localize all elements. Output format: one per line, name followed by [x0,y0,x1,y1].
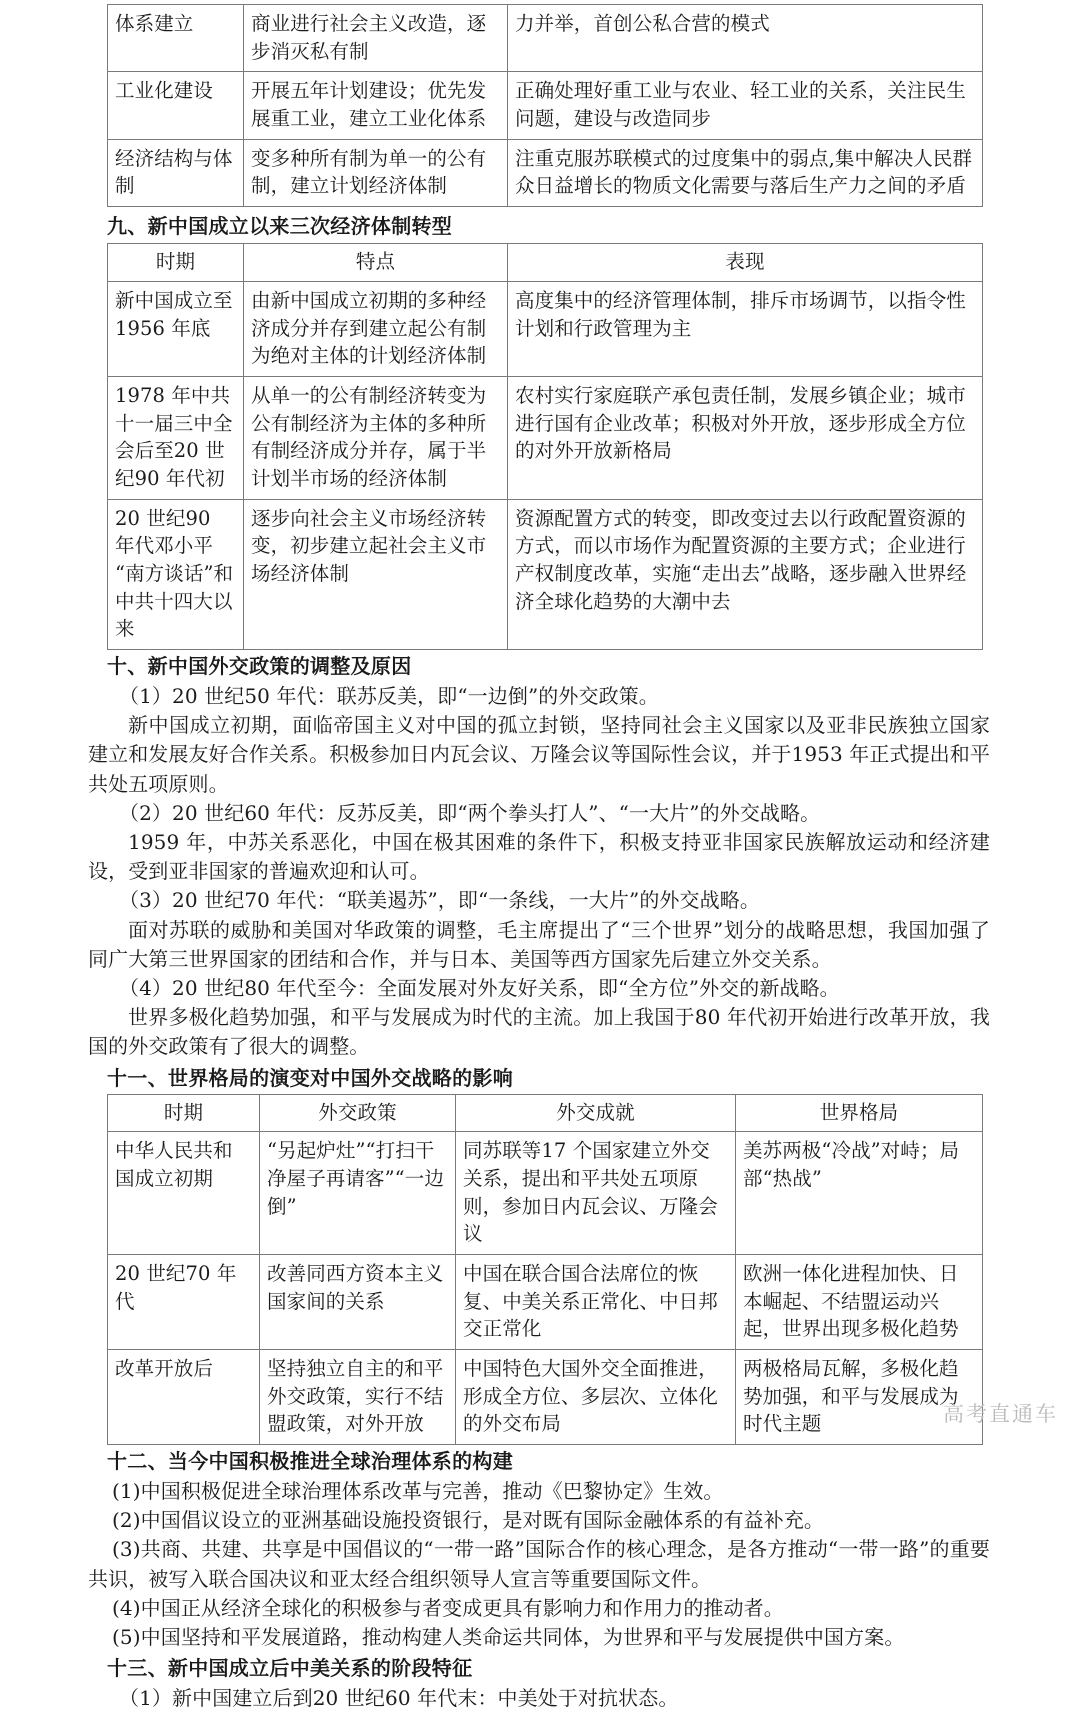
cell-feature: 变多种所有制为单一的公有制，建立计划经济体制 [244,139,508,206]
table-header-row [108,1094,983,1132]
heading-section-11: 十一、世界格局的演变对中国外交战略的影响 [107,1065,513,1090]
cell-feature: 由新中国成立初期的多种经济成分并存到建立起公有制为绝对主体的计划经济体制 [244,281,508,376]
table-world-pattern-diplomacy [107,1094,983,1446]
paragraph-10-4: 1959 年，中苏关系恶化，中国在极其困难的条件下，积极支持亚非国家民族解放运动和经济建设，受到亚非国家的普遍欢迎和认可。 [88,830,990,884]
cell-category: 工业化建设 [108,72,244,139]
heading-section-10: 十、新中国外交政策的调整及原因 [107,654,412,679]
cell-policy: 改善同西方资本主义国家间的关系 [260,1254,456,1349]
list-item-12-5: (5)中国坚持和平发展道路，推动构建人类命运共同体，为世界和平与发展提供中国方案。 [112,1625,905,1649]
cell-world-pattern: 欧洲一体化进程加快、日本崛起、不结盟运动兴起，世界出现多极化趋势 [736,1254,983,1349]
table-row [108,499,983,649]
column-header-policy: 外交政策 [260,1094,456,1132]
cell-policy: “另起炉灶”“打扫干净屋子再请客”“一边倒” [260,1132,456,1255]
cell-detail: 正确处理好重工业与农业、轻工业的关系，关注民生问题，建设与改造同步 [508,72,983,139]
table-economy-carryover [107,4,983,207]
heading-section-12: 十二、当今中国积极推进全球治理体系的构建 [107,1449,513,1474]
column-header-feature: 特点 [244,244,508,282]
paragraph-10-2: 新中国成立初期，面临帝国主义对中国的孤立封锁，坚持同社会主义国家以及亚非民族独立国家建立和发展友好合作关系。积极参加日内瓦会议、万隆会议等国际性会议，并于1953 年正式提出和平共处五项原则。 [88,713,990,796]
cell-category: 体系建立 [108,5,244,72]
paragraph-10-8: 世界多极化趋势加强，和平与发展成为时代的主流。加上我国于80 年代初开始进行改革开放，我国的外交政策有了很大的调整。 [88,1005,990,1059]
cell-feature: 商业进行社会主义改造，逐步消灭私有制 [244,5,508,72]
cell-detail: 注重克服苏联模式的过度集中的弱点,集中解决人民群众日益增长的物质文化需要与落后生产力之间的矛盾 [508,139,983,206]
cell-world-pattern: 美苏两极“冷战”对峙；局部“热战” [736,1132,983,1255]
paragraph-10-5: （3）20 世纪70 年代：“联美遏苏”，即“一条线，一大片”的外交战略。 [119,888,760,913]
cell-achievement: 同苏联等17 个国家建立外交关系，提出和平共处五项原则，参加日内瓦会议、万隆会议 [456,1132,736,1255]
cell-feature: 开展五年计划建设；优先发展重工业，建立工业化体系 [244,72,508,139]
cell-category: 经济结构与体制 [108,139,244,206]
table-row [108,139,983,206]
table-row [108,376,983,499]
cell-policy: 坚持独立自主的和平外交政策，实行不结盟政策，对外开放 [260,1350,456,1445]
table-row [108,281,983,376]
table-economic-transitions [107,243,983,650]
paragraph-10-7: （4）20 世纪80 年代至今：全面发展对外友好关系，即“全方位”外交的新战略。 [119,975,840,1000]
cell-feature: 逐步向社会主义市场经济转变，初步建立起社会主义市场经济体制 [244,499,508,649]
cell-period: 改革开放后 [108,1350,260,1445]
column-header-manifestation: 表现 [508,244,983,282]
list-item-12-2: (2)中国倡议设立的亚洲基础设施投资银行，是对既有国际金融体系的有益补充。 [112,1508,825,1533]
table-row [108,1132,983,1255]
cell-period: 中华人民共和国成立初期 [108,1132,260,1255]
column-header-period: 时期 [108,1094,260,1132]
column-header-period: 时期 [108,244,244,282]
table-row [108,72,983,139]
cell-manifestation: 农村实行家庭联产承包责任制，发展乡镇企业；城市进行国有企业改革；积极对外开放，逐步形成全方位的对外开放新格局 [508,376,983,499]
table-row [108,1350,983,1445]
column-header-achievement: 外交成就 [456,1094,736,1132]
cell-achievement: 中国特色大国外交全面推进，形成全方位、多层次、立体化的外交布局 [456,1350,736,1445]
paragraph-10-1: （1）20 世纪50 年代：联苏反美，即“一边倒”的外交政策。 [119,684,659,709]
cell-period: 20 世纪70 年代 [108,1254,260,1349]
paragraph-13-1: （1）新中国建立后到20 世纪60 年代末：中美处于对抗状态。 [119,1686,679,1711]
cell-manifestation: 资源配置方式的转变，即改变过去以行政配置资源的方式，而以市场作为配置资源的主要方式；企业进行产权制度改革，实施“走出去”战略，逐步融入世界经济全球化趋势的大潮中去 [508,499,983,649]
cell-period: 新中国成立至1956 年底 [108,281,244,376]
column-header-world-pattern: 世界格局 [736,1094,983,1132]
list-item-12-1: (1)中国积极促进全球治理体系改革与完善，推动《巴黎协定》生效。 [112,1479,724,1504]
cell-manifestation: 高度集中的经济管理体制，排斥市场调节，以指令性计划和行政管理为主 [508,281,983,376]
paragraph-10-6: 面对苏联的威胁和美国对华政策的调整，毛主席提出了“三个世界”划分的战略思想，我国加强了同广大第三世界国家的团结和合作，并与日本、美国等西方国家先后建立外交关系。 [88,917,990,971]
heading-section-13: 十三、新中国成立后中美关系的阶段特征 [107,1656,473,1681]
table-header-row [108,244,983,282]
list-item-12-4: (4)中国正从经济全球化的积极参与者变成更具有影响力和作用力的推动者。 [112,1595,784,1620]
watermark: 高考直通车 [943,1402,1058,1426]
paragraph-10-3: （2）20 世纪60 年代：反苏反美，即“两个拳头打人”、“一大片”的外交战略。 [119,800,821,825]
cell-world-pattern: 两极格局瓦解，多极化趋势加强，和平与发展成为时代主题 [736,1350,983,1445]
table-row [108,1254,983,1349]
cell-period: 20 世纪90 年代邓小平“南方谈话”和中共十四大以来 [108,499,244,649]
table-row [108,5,983,72]
cell-feature: 从单一的公有制经济转变为公有制经济为主体的多种所有制经济成分并存，属于半计划半市场的经济体制 [244,376,508,499]
heading-section-9: 九、新中国成立以来三次经济体制转型 [107,214,453,239]
cell-period: 1978 年中共十一届三中全会后至20 世纪90 年代初 [108,376,244,499]
cell-detail: 力并举，首创公私合营的模式 [508,5,983,72]
list-item-12-3: (3)共商、共建、共享是中国倡议的“一带一路”国际合作的核心理念，是各方推动“一带一路”的重要共识，被写入联合国决议和亚太经合组织领导人宣言等重要国际文件。 [88,1537,990,1591]
cell-achievement: 中国在联合国合法席位的恢复、中美关系正常化、中日邦交正常化 [456,1254,736,1349]
